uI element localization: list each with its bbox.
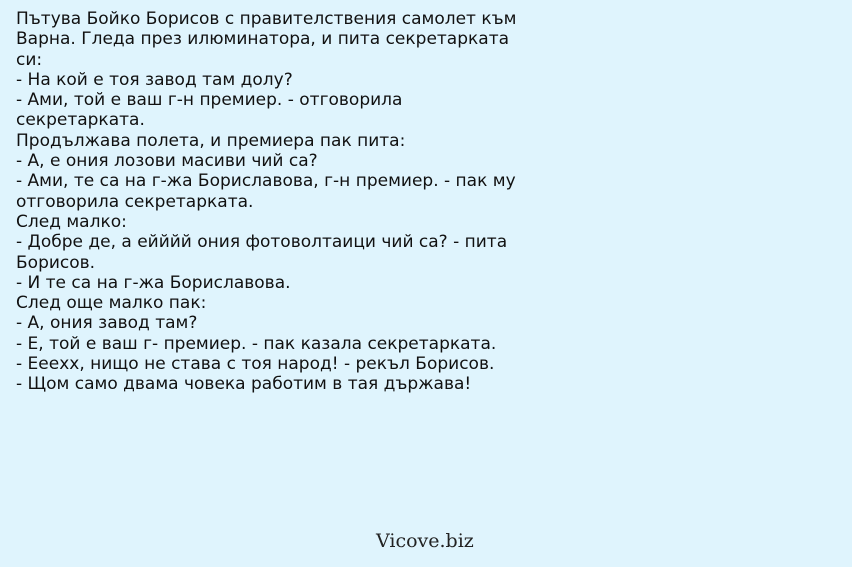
joke-line: - Е, той е ваш г- премиер. - пак казала секретарката.	[16, 333, 497, 354]
joke-line: - И те са на г-жа Бориславова.	[16, 272, 291, 293]
joke-line: секретарката.	[16, 110, 145, 131]
joke-line: Борисов.	[16, 252, 96, 273]
joke-text	[16, 9, 576, 395]
joke-line: - Щом само двама човека работим в тая държава!	[16, 374, 472, 395]
joke-line: Продължава полета, и премиера пак пита:	[16, 130, 406, 151]
joke-line: - На кой е тоя завод там долу?	[16, 69, 293, 90]
joke-line: си:	[16, 49, 43, 70]
joke-line: Варна. Гледа през илюминатора, и пита секретарката	[16, 29, 510, 50]
site-watermark: Vicove.biz	[376, 530, 474, 552]
joke-line: - Ееехх, нищо не става с тоя народ! - рекъл Борисов.	[16, 354, 495, 375]
joke-line: След малко:	[16, 211, 127, 232]
joke-line: Пътува Бойко Борисов с правителствения самолет към	[16, 9, 517, 29]
joke-line: След още малко пак:	[16, 293, 207, 314]
joke-line: - А, е ония лозови масиви чий са?	[16, 151, 318, 172]
joke-line: - Ами, те са на г-жа Бориславова, г-н премиер. - пак му	[16, 171, 516, 192]
joke-line: - Добре де, а ейййй ония фотоволтаици чий са? - пита	[16, 232, 508, 253]
joke-line: - Ами, той е ваш г-н премиер. - отговорила	[16, 90, 403, 111]
joke-line: - А, ония завод там?	[16, 313, 198, 334]
joke-line: отговорила секретарката.	[16, 191, 254, 212]
